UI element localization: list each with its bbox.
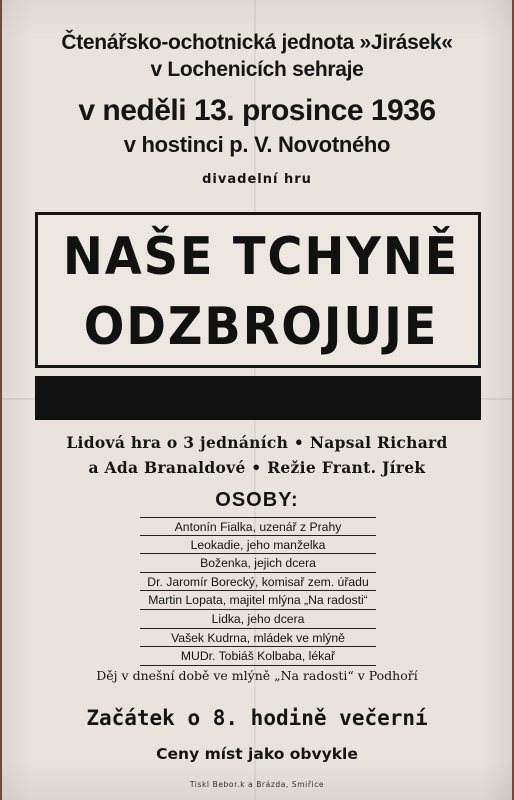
play-title-line-2: ODZBROJUJE <box>83 297 439 357</box>
cast-row: Leokadie, jeho manželka <box>140 536 376 555</box>
subtitle-line-2: a Ada Branaldové • Režie Frant. Jírek <box>88 458 426 477</box>
title-box <box>35 212 481 368</box>
cast-row: Boženka, jejich dcera <box>140 554 376 573</box>
ticket-prices: Ceny míst jako obvykle <box>156 745 358 763</box>
location-line: v Lochenicích sehraje <box>150 58 364 81</box>
society-name: Čtenářsko-ochotnická jednota »Jirásek« <box>61 31 453 54</box>
theatre-poster <box>2 0 512 800</box>
subtitle-line-1: Lidová hra o 3 jednáních • Napsal Richard <box>66 433 448 452</box>
cast-row: Vašek Kudrna, mládek ve mlýně <box>140 629 376 648</box>
genre-line: divadelní hru <box>202 172 312 187</box>
cast-row: Dr. Jaromír Borecký, komisař zem. úřadu <box>140 573 376 592</box>
cast-row: Martin Lopata, majitel mlýna „Na radosti“ <box>140 591 376 610</box>
cast-row: MUDr. Tobiáš Kolbaba, lékař <box>140 647 376 666</box>
scene-setting: Děj v dnešní době ve mlýně „Na radosti“ v Podhoří <box>96 668 418 683</box>
cast-heading: OSOBY: <box>215 489 299 511</box>
cast-row: Antonín Fialka, uzenář z Prahy <box>140 517 376 536</box>
venue-line: v hostinci p. V. Novotného <box>123 132 391 157</box>
cast-row: Lidka, jeho dcera <box>140 610 376 629</box>
performance-date: v neděli 13. prosince 1936 <box>78 94 436 127</box>
printer-credit: Tiskl Bebor.k a Brázda, Smiřice <box>189 780 325 789</box>
title-black-bar <box>35 376 481 420</box>
play-title-line-1: NAŠE TCHYNĚ <box>62 227 460 287</box>
cast-list <box>140 517 376 666</box>
start-time: Začátek o 8. hodině večerní <box>86 706 428 730</box>
